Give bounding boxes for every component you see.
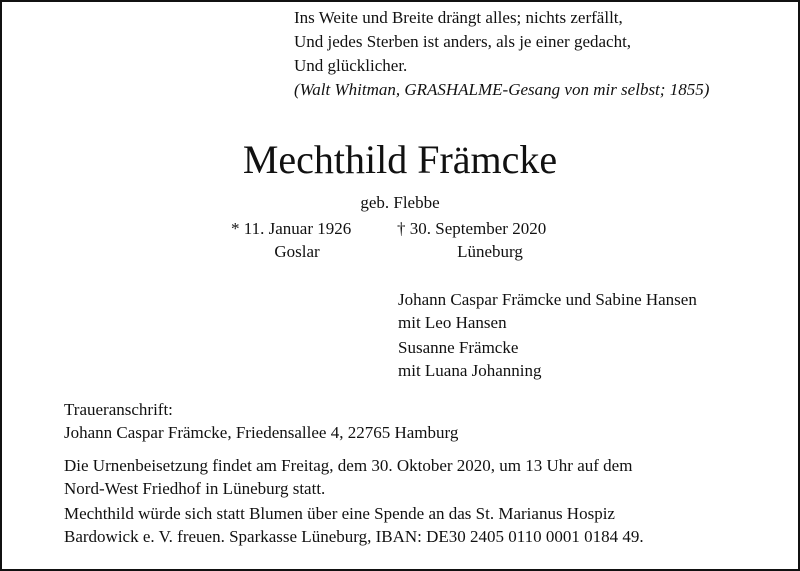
death-place: Lüneburg <box>457 242 523 261</box>
birth-place: Goslar <box>274 242 320 261</box>
burial-notice-line-2: Nord-West Friedhof in Lüneburg statt. <box>64 479 326 498</box>
mourner-group-2-line-2: mit Luana Johanning <box>398 361 542 380</box>
donation-line-2: Bardowick e. V. freuen. Sparkasse Lüneburg, IBAN: DE30 2405 0110 0001 0184 49. <box>64 527 644 546</box>
poem-line-2: Und jedes Sterben ist anders, als je einer gedacht, <box>294 32 632 51</box>
poem-line-3: Und glücklicher. <box>294 56 408 75</box>
poem-line-1: Ins Weite und Breite drängt alles; nichts zerfällt, <box>294 8 623 27</box>
address-label: Traueranschrift: <box>64 400 173 419</box>
address-value: Johann Caspar Främcke, Friedensallee 4, 22765 Hamburg <box>64 423 459 442</box>
mourner-group-1-line-1: Johann Caspar Främcke und Sabine Hansen <box>398 290 697 309</box>
donation-line-1: Mechthild würde sich statt Blumen über eine Spende an das St. Marianus Hospiz <box>64 504 615 523</box>
poem-citation: (Walt Whitman, GRASHALME-Gesang von mir selbst; 1855) <box>294 80 710 99</box>
deceased-name: Mechthild Främcke <box>242 137 558 182</box>
death-date: † 30. September 2020 <box>397 219 547 238</box>
maiden-name: geb. Flebbe <box>360 193 440 212</box>
birth-date: * 11. Januar 1926 <box>231 219 352 238</box>
burial-notice-line-1: Die Urnenbeisetzung findet am Freitag, dem 30. Oktober 2020, um 13 Uhr auf dem <box>64 456 633 475</box>
mourner-group-1-line-2: mit Leo Hansen <box>398 313 507 332</box>
mourner-group-2-line-1: Susanne Främcke <box>398 338 519 357</box>
